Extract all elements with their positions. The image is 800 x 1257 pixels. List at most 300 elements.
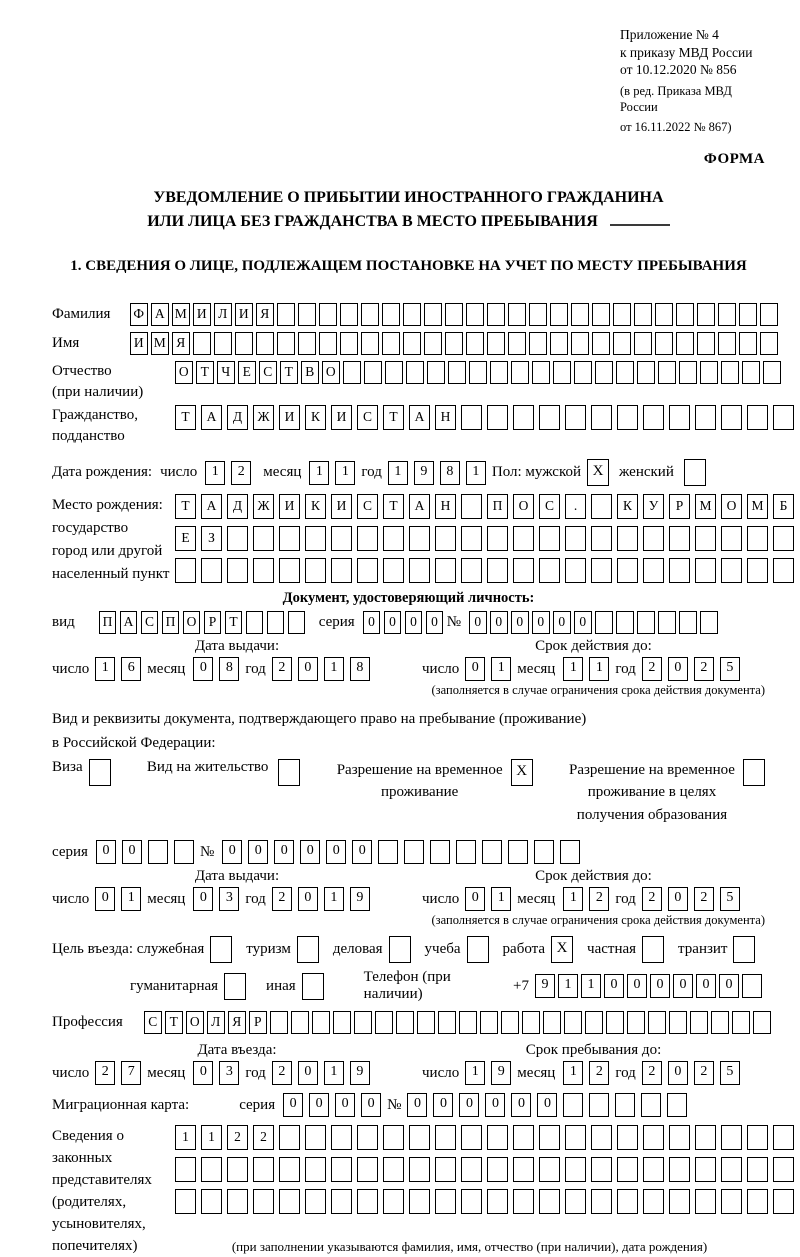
char-cell[interactable]: 0 [668, 887, 688, 911]
char-cell[interactable]: 0 [405, 611, 423, 634]
char-cell[interactable]: 1 [309, 461, 329, 485]
char-cell[interactable] [591, 1125, 612, 1150]
char-cell[interactable]: Н [435, 405, 456, 430]
char-cell[interactable] [742, 974, 762, 998]
char-cell[interactable] [539, 1157, 560, 1182]
char-cell[interactable]: 0 [361, 1093, 381, 1117]
char-cell[interactable]: 0 [426, 611, 444, 634]
char-cell[interactable]: М [695, 494, 716, 519]
char-cell[interactable] [508, 840, 528, 864]
char-cell[interactable] [655, 303, 673, 326]
char-cell[interactable]: П [162, 611, 180, 634]
char-cell[interactable]: 3 [219, 1061, 239, 1085]
name-cells[interactable] [130, 332, 781, 355]
char-cell[interactable] [617, 1157, 638, 1182]
char-cell[interactable] [529, 332, 547, 355]
char-cell[interactable] [721, 405, 742, 430]
char-cell[interactable] [224, 973, 246, 1000]
char-cell[interactable] [571, 332, 589, 355]
char-cell[interactable]: 0 [193, 657, 213, 681]
char-cell[interactable] [357, 558, 378, 583]
char-cell[interactable] [487, 1157, 508, 1182]
char-cell[interactable]: 0 [363, 611, 381, 634]
char-cell[interactable] [210, 936, 232, 963]
char-cell[interactable] [298, 332, 316, 355]
char-cell[interactable] [227, 558, 248, 583]
char-cell[interactable]: 0 [553, 611, 571, 634]
char-cell[interactable] [513, 526, 534, 551]
char-cell[interactable] [637, 361, 655, 384]
char-cell[interactable] [461, 405, 482, 430]
char-cell[interactable]: 7 [121, 1061, 141, 1085]
birth-year-cells[interactable] [388, 461, 492, 485]
char-cell[interactable]: А [409, 405, 430, 430]
char-cell[interactable] [445, 332, 463, 355]
char-cell[interactable]: М [172, 303, 190, 326]
char-cell[interactable]: К [305, 405, 326, 430]
char-cell[interactable] [733, 936, 755, 963]
char-cell[interactable]: Л [214, 303, 232, 326]
char-cell[interactable] [461, 494, 482, 519]
char-cell[interactable]: И [279, 494, 300, 519]
char-cell[interactable] [742, 361, 760, 384]
permit-issue-year-cells[interactable] [272, 887, 376, 911]
char-cell[interactable] [711, 1011, 729, 1034]
char-cell[interactable]: Ч [217, 361, 235, 384]
char-cell[interactable]: К [617, 494, 638, 519]
char-cell[interactable] [331, 1157, 352, 1182]
char-cell[interactable] [409, 526, 430, 551]
purpose-private-checkbox[interactable] [642, 936, 664, 963]
char-cell[interactable] [461, 1125, 482, 1150]
char-cell[interactable]: Т [175, 405, 196, 430]
char-cell[interactable]: Н [435, 494, 456, 519]
char-cell[interactable] [753, 1011, 771, 1034]
char-cell[interactable] [700, 611, 718, 634]
char-cell[interactable] [246, 611, 264, 634]
char-cell[interactable] [227, 526, 248, 551]
char-cell[interactable] [364, 361, 382, 384]
char-cell[interactable] [279, 558, 300, 583]
char-cell[interactable]: 8 [219, 657, 239, 681]
char-cell[interactable] [383, 1189, 404, 1214]
char-cell[interactable] [721, 526, 742, 551]
char-cell[interactable]: А [151, 303, 169, 326]
char-cell[interactable] [539, 558, 560, 583]
char-cell[interactable] [279, 1189, 300, 1214]
mc-number-cells[interactable] [407, 1093, 693, 1117]
char-cell[interactable] [487, 405, 508, 430]
char-cell[interactable]: 0 [300, 840, 320, 864]
char-cell[interactable] [256, 332, 274, 355]
char-cell[interactable] [508, 303, 526, 326]
char-cell[interactable]: 9 [414, 461, 434, 485]
char-cell[interactable] [669, 1011, 687, 1034]
mc-series-cells[interactable] [283, 1093, 387, 1117]
char-cell[interactable]: 0 [650, 974, 670, 998]
char-cell[interactable]: X [587, 459, 609, 486]
char-cell[interactable] [690, 1011, 708, 1034]
char-cell[interactable] [667, 1093, 687, 1117]
char-cell[interactable]: 9 [350, 887, 370, 911]
doc-valid-month-cells[interactable] [563, 657, 615, 681]
char-cell[interactable]: Я [228, 1011, 246, 1034]
char-cell[interactable]: Е [175, 526, 196, 551]
char-cell[interactable]: Т [280, 361, 298, 384]
char-cell[interactable] [253, 558, 274, 583]
char-cell[interactable] [331, 1189, 352, 1214]
char-cell[interactable]: 2 [589, 1061, 609, 1085]
char-cell[interactable] [277, 303, 295, 326]
edu-permit-checkbox[interactable] [743, 759, 765, 786]
char-cell[interactable]: 2 [642, 887, 662, 911]
char-cell[interactable]: Я [172, 332, 190, 355]
char-cell[interactable] [201, 558, 222, 583]
char-cell[interactable]: Ж [253, 405, 274, 430]
char-cell[interactable] [550, 303, 568, 326]
char-cell[interactable]: Ф [130, 303, 148, 326]
char-cell[interactable]: 2 [642, 657, 662, 681]
char-cell[interactable] [278, 759, 300, 786]
char-cell[interactable] [732, 1011, 750, 1034]
char-cell[interactable] [695, 1157, 716, 1182]
char-cell[interactable] [669, 526, 690, 551]
phone-cells[interactable] [535, 974, 765, 998]
char-cell[interactable] [466, 332, 484, 355]
char-cell[interactable] [617, 1189, 638, 1214]
char-cell[interactable]: К [305, 494, 326, 519]
char-cell[interactable] [617, 558, 638, 583]
char-cell[interactable] [760, 332, 778, 355]
char-cell[interactable]: И [279, 405, 300, 430]
char-cell[interactable] [383, 558, 404, 583]
char-cell[interactable]: 2 [272, 1061, 292, 1085]
permit-issue-month-cells[interactable] [193, 887, 245, 911]
char-cell[interactable] [560, 840, 580, 864]
char-cell[interactable] [340, 303, 358, 326]
char-cell[interactable] [534, 840, 554, 864]
char-cell[interactable] [467, 936, 489, 963]
char-cell[interactable] [695, 558, 716, 583]
purpose-business-checkbox[interactable] [389, 936, 411, 963]
char-cell[interactable] [543, 1011, 561, 1034]
char-cell[interactable]: Т [165, 1011, 183, 1034]
char-cell[interactable] [305, 1157, 326, 1182]
char-cell[interactable] [616, 361, 634, 384]
char-cell[interactable] [445, 303, 463, 326]
char-cell[interactable] [319, 303, 337, 326]
char-cell[interactable]: Р [249, 1011, 267, 1034]
char-cell[interactable]: Я [256, 303, 274, 326]
char-cell[interactable] [461, 1157, 482, 1182]
char-cell[interactable] [760, 303, 778, 326]
char-cell[interactable] [773, 1125, 794, 1150]
char-cell[interactable] [175, 1157, 196, 1182]
char-cell[interactable]: 2 [694, 887, 714, 911]
char-cell[interactable] [669, 558, 690, 583]
char-cell[interactable] [773, 1189, 794, 1214]
char-cell[interactable] [175, 1189, 196, 1214]
char-cell[interactable] [435, 1157, 456, 1182]
char-cell[interactable] [613, 303, 631, 326]
purpose-study-checkbox[interactable] [467, 936, 489, 963]
char-cell[interactable] [565, 405, 586, 430]
char-cell[interactable]: 9 [350, 1061, 370, 1085]
char-cell[interactable] [591, 1189, 612, 1214]
char-cell[interactable] [565, 1157, 586, 1182]
char-cell[interactable]: 1 [558, 974, 578, 998]
char-cell[interactable] [553, 361, 571, 384]
char-cell[interactable] [669, 405, 690, 430]
char-cell[interactable]: 0 [668, 1061, 688, 1085]
char-cell[interactable]: А [120, 611, 138, 634]
char-cell[interactable]: 0 [465, 657, 485, 681]
char-cell[interactable]: 0 [222, 840, 242, 864]
char-cell[interactable]: 1 [95, 657, 115, 681]
char-cell[interactable] [747, 526, 768, 551]
char-cell[interactable]: С [141, 611, 159, 634]
char-cell[interactable] [175, 558, 196, 583]
visa-checkbox[interactable] [89, 759, 111, 786]
char-cell[interactable] [361, 332, 379, 355]
char-cell[interactable] [695, 526, 716, 551]
surname-cells[interactable] [130, 303, 781, 326]
char-cell[interactable]: И [331, 405, 352, 430]
char-cell[interactable]: 0 [309, 1093, 329, 1117]
char-cell[interactable] [201, 1189, 222, 1214]
char-cell[interactable] [634, 303, 652, 326]
char-cell[interactable] [591, 526, 612, 551]
char-cell[interactable] [617, 405, 638, 430]
birth-day-cells[interactable] [205, 461, 257, 485]
permit-issue-day-cells[interactable] [95, 887, 147, 911]
char-cell[interactable]: 8 [350, 657, 370, 681]
char-cell[interactable] [385, 361, 403, 384]
char-cell[interactable]: 2 [589, 887, 609, 911]
char-cell[interactable]: 2 [231, 461, 251, 485]
char-cell[interactable]: 1 [563, 887, 583, 911]
char-cell[interactable] [565, 1125, 586, 1150]
char-cell[interactable] [522, 1011, 540, 1034]
char-cell[interactable] [643, 1189, 664, 1214]
char-cell[interactable] [617, 526, 638, 551]
char-cell[interactable] [487, 1189, 508, 1214]
char-cell[interactable] [513, 405, 534, 430]
char-cell[interactable]: А [409, 494, 430, 519]
char-cell[interactable]: 1 [388, 461, 408, 485]
char-cell[interactable] [487, 332, 505, 355]
char-cell[interactable]: Д [227, 494, 248, 519]
char-cell[interactable] [643, 526, 664, 551]
char-cell[interactable] [747, 1125, 768, 1150]
permit-valid-day-cells[interactable] [465, 887, 517, 911]
char-cell[interactable]: 1 [563, 1061, 583, 1085]
char-cell[interactable]: Д [227, 405, 248, 430]
char-cell[interactable] [214, 332, 232, 355]
char-cell[interactable]: 0 [298, 657, 318, 681]
char-cell[interactable] [438, 1011, 456, 1034]
char-cell[interactable]: 0 [407, 1093, 427, 1117]
char-cell[interactable]: 1 [201, 1125, 222, 1150]
char-cell[interactable] [466, 303, 484, 326]
char-cell[interactable] [253, 1157, 274, 1182]
char-cell[interactable] [382, 332, 400, 355]
char-cell[interactable] [279, 1125, 300, 1150]
char-cell[interactable] [721, 1157, 742, 1182]
char-cell[interactable] [565, 1189, 586, 1214]
char-cell[interactable] [676, 332, 694, 355]
char-cell[interactable]: Б [773, 494, 794, 519]
char-cell[interactable] [739, 303, 757, 326]
char-cell[interactable]: 1 [465, 1061, 485, 1085]
char-cell[interactable] [396, 1011, 414, 1034]
char-cell[interactable] [302, 973, 324, 1000]
char-cell[interactable] [378, 840, 398, 864]
char-cell[interactable]: 2 [272, 657, 292, 681]
char-cell[interactable]: 0 [511, 611, 529, 634]
char-cell[interactable]: 0 [298, 887, 318, 911]
char-cell[interactable]: М [151, 332, 169, 355]
char-cell[interactable] [201, 1157, 222, 1182]
char-cell[interactable]: 5 [720, 1061, 740, 1085]
char-cell[interactable]: 0 [604, 974, 624, 998]
char-cell[interactable] [606, 1011, 624, 1034]
doc-issue-day-cells[interactable] [95, 657, 147, 681]
char-cell[interactable]: Т [196, 361, 214, 384]
char-cell[interactable] [89, 759, 111, 786]
char-cell[interactable]: Е [238, 361, 256, 384]
char-cell[interactable] [319, 332, 337, 355]
char-cell[interactable]: 1 [324, 887, 344, 911]
char-cell[interactable]: 1 [581, 974, 601, 998]
char-cell[interactable] [721, 1189, 742, 1214]
permit-valid-year-cells[interactable] [642, 887, 746, 911]
char-cell[interactable] [747, 1157, 768, 1182]
char-cell[interactable] [227, 1157, 248, 1182]
char-cell[interactable] [354, 1011, 372, 1034]
char-cell[interactable] [539, 1125, 560, 1150]
char-cell[interactable] [331, 1125, 352, 1150]
doc-valid-day-cells[interactable] [465, 657, 517, 681]
char-cell[interactable] [627, 1011, 645, 1034]
char-cell[interactable] [403, 303, 421, 326]
char-cell[interactable] [435, 1125, 456, 1150]
char-cell[interactable]: 0 [696, 974, 716, 998]
char-cell[interactable]: 2 [253, 1125, 274, 1150]
char-cell[interactable] [700, 361, 718, 384]
char-cell[interactable] [571, 303, 589, 326]
stay-day-cells[interactable] [465, 1061, 517, 1085]
char-cell[interactable] [695, 1125, 716, 1150]
char-cell[interactable] [669, 1157, 690, 1182]
birth-place-cells-row3[interactable] [175, 558, 799, 583]
char-cell[interactable]: 1 [563, 657, 583, 681]
char-cell[interactable]: 2 [227, 1125, 248, 1150]
representatives-cells-row2[interactable] [175, 1157, 799, 1182]
char-cell[interactable]: 1 [324, 657, 344, 681]
char-cell[interactable] [383, 1157, 404, 1182]
char-cell[interactable] [383, 526, 404, 551]
char-cell[interactable] [227, 1189, 248, 1214]
char-cell[interactable] [480, 1011, 498, 1034]
char-cell[interactable] [648, 1011, 666, 1034]
char-cell[interactable]: Т [383, 494, 404, 519]
char-cell[interactable] [539, 526, 560, 551]
char-cell[interactable]: 2 [272, 887, 292, 911]
char-cell[interactable]: В [301, 361, 319, 384]
char-cell[interactable]: X [511, 759, 533, 786]
permit-valid-month-cells[interactable] [563, 887, 615, 911]
char-cell[interactable]: 0 [627, 974, 647, 998]
char-cell[interactable] [235, 332, 253, 355]
char-cell[interactable] [721, 1125, 742, 1150]
purpose-transit-checkbox[interactable] [733, 936, 755, 963]
char-cell[interactable]: О [175, 361, 193, 384]
char-cell[interactable] [435, 1189, 456, 1214]
char-cell[interactable] [279, 526, 300, 551]
char-cell[interactable]: Р [669, 494, 690, 519]
char-cell[interactable] [357, 1157, 378, 1182]
char-cell[interactable]: 1 [491, 657, 511, 681]
char-cell[interactable] [461, 1189, 482, 1214]
citizenship-cells[interactable] [175, 405, 799, 430]
char-cell[interactable] [487, 1125, 508, 1150]
char-cell[interactable]: З [201, 526, 222, 551]
char-cell[interactable] [279, 1157, 300, 1182]
char-cell[interactable] [267, 611, 285, 634]
char-cell[interactable] [435, 526, 456, 551]
char-cell[interactable]: 2 [694, 657, 714, 681]
char-cell[interactable] [616, 611, 634, 634]
char-cell[interactable] [592, 303, 610, 326]
char-cell[interactable] [595, 611, 613, 634]
doc-series-cells[interactable] [363, 611, 447, 634]
char-cell[interactable]: 1 [205, 461, 225, 485]
char-cell[interactable] [357, 526, 378, 551]
char-cell[interactable]: 0 [719, 974, 739, 998]
char-cell[interactable] [697, 332, 715, 355]
char-cell[interactable] [676, 303, 694, 326]
representatives-cells-row3[interactable] [175, 1189, 799, 1214]
char-cell[interactable] [539, 405, 560, 430]
char-cell[interactable] [643, 558, 664, 583]
char-cell[interactable] [297, 936, 319, 963]
char-cell[interactable] [658, 611, 676, 634]
char-cell[interactable] [305, 1189, 326, 1214]
char-cell[interactable]: 9 [491, 1061, 511, 1085]
char-cell[interactable] [312, 1011, 330, 1034]
char-cell[interactable] [305, 558, 326, 583]
char-cell[interactable] [615, 1093, 635, 1117]
temp-permit-checkbox[interactable] [511, 759, 533, 786]
char-cell[interactable]: 1 [324, 1061, 344, 1085]
char-cell[interactable] [501, 1011, 519, 1034]
char-cell[interactable] [684, 459, 706, 486]
char-cell[interactable] [634, 332, 652, 355]
doc-type-cells[interactable] [99, 611, 309, 634]
char-cell[interactable] [424, 303, 442, 326]
entry-month-cells[interactable] [193, 1061, 245, 1085]
permit-number-cells[interactable] [222, 840, 586, 864]
char-cell[interactable]: Ж [253, 494, 274, 519]
purpose-official-checkbox[interactable] [210, 936, 232, 963]
representatives-cells-row1[interactable] [175, 1125, 799, 1150]
char-cell[interactable]: А [201, 494, 222, 519]
char-cell[interactable]: 1 [466, 461, 486, 485]
char-cell[interactable]: 0 [298, 1061, 318, 1085]
char-cell[interactable] [340, 332, 358, 355]
char-cell[interactable]: А [201, 405, 222, 430]
